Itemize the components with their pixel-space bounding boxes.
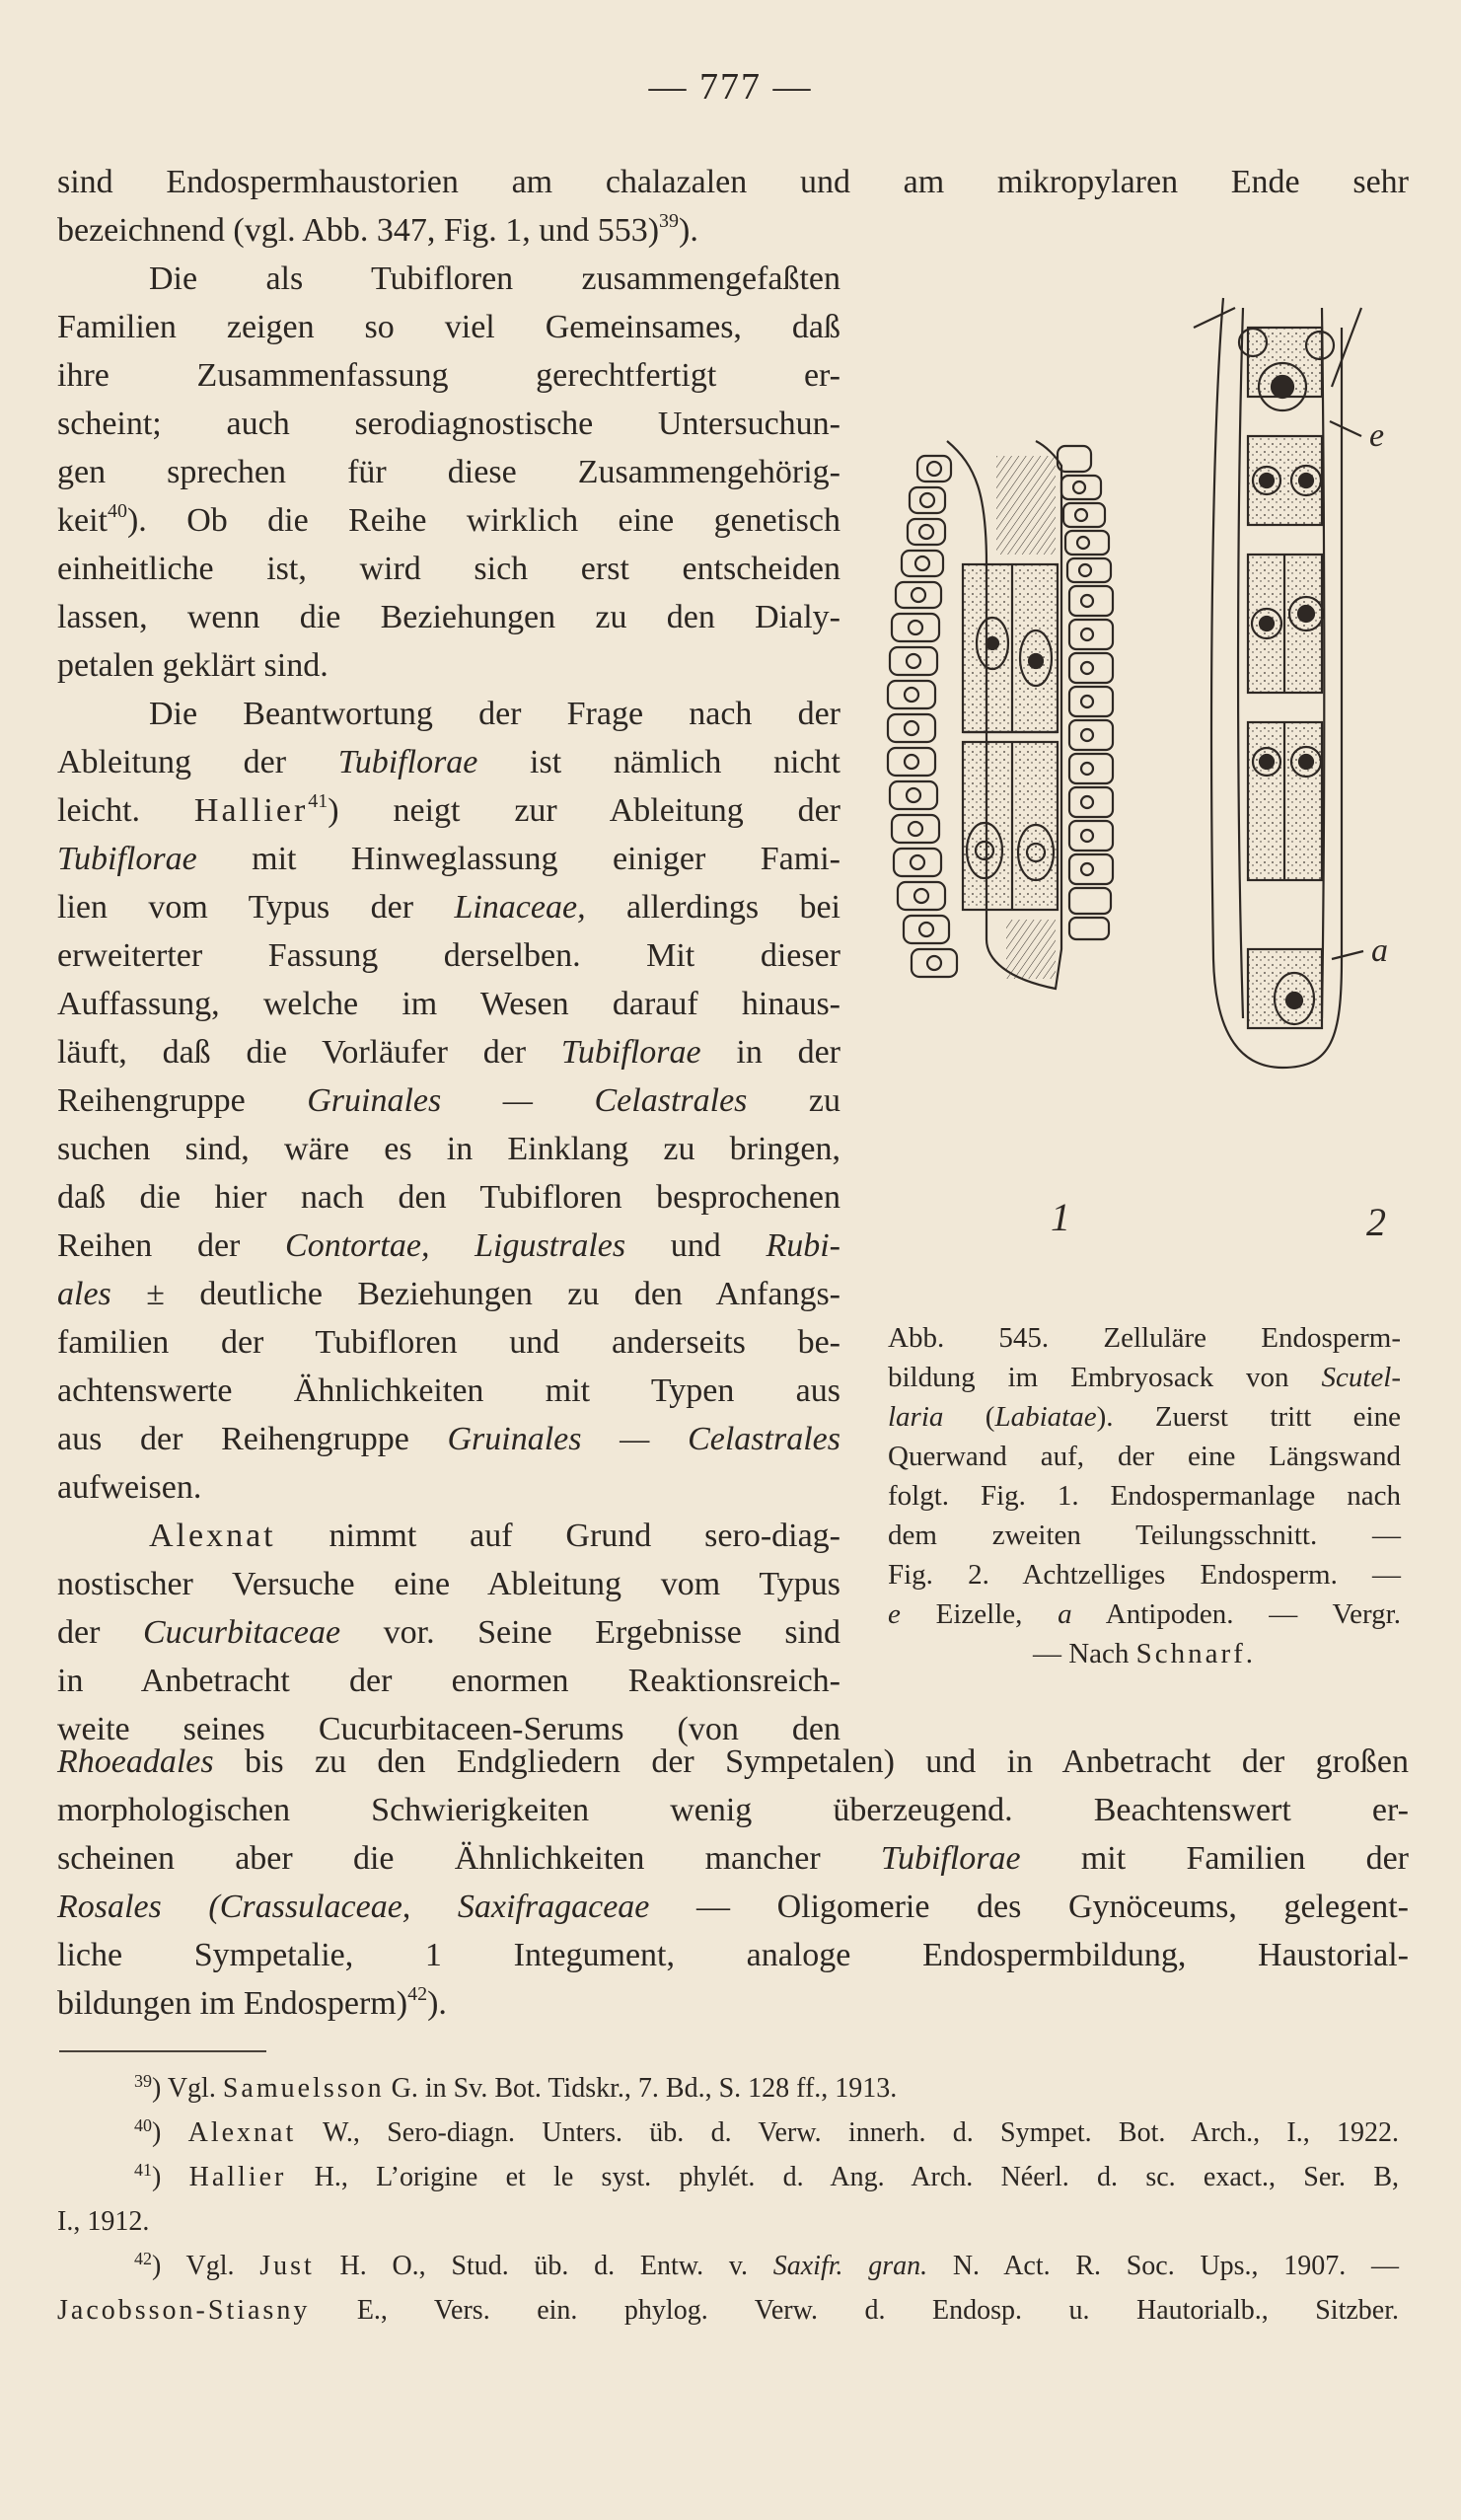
text-line: Reihengruppe Gruinales — Celastrales zu (57, 1082, 840, 1119)
footnote-39: $^{39}$) Vgl. Samuelsson G. in Sv. Bot. Tidskr., 7. Bd., S. 128 ff., 1913. (134, 2071, 898, 2104)
figure-545 (868, 268, 1421, 1314)
text-line: scheinen aber die Ähnlichkeiten mancher Tubiflorae mit Familien der (57, 1840, 1409, 1877)
text-line: Rhoeadales bis zu den Endgliedern der Sympetalen) und in Anbetracht der großen (57, 1743, 1409, 1780)
text-line: liche Sympetalie, 1 Integument, analoge Endospermbildung, Haustorial- (57, 1937, 1409, 1973)
caption-line: — Nach Schnarf. (1032, 1638, 1257, 1669)
footnote-ref: 39 (659, 210, 680, 232)
text-line: lassen, wenn die Beziehungen zu den Dialy- (57, 599, 840, 635)
footnote-ref: 42 (407, 1983, 428, 2005)
text-line: Die als Tubifloren zusammengefaßten (149, 260, 840, 297)
label-antipoden: a (1371, 932, 1388, 969)
integument-cells-right (1058, 446, 1113, 939)
text-line: Auffassung, welche im Wesen darauf hinaus- (57, 986, 840, 1022)
text-line: suchen sind, wäre es in Einklang zu bringen, (57, 1131, 840, 1167)
text-line: ihre Zusammenfassung gerechtfertigt er- (57, 357, 840, 394)
text-line: gen sprechen für diese Zusammengehörig- (57, 454, 840, 490)
intro-paragraph (57, 158, 1409, 255)
figure-label-1: 1 (1051, 1195, 1070, 1239)
footnote-41-cont: I., 1912. (57, 2206, 150, 2237)
label-eizelle: e (1369, 417, 1385, 454)
caption-line: laria (Labiatae). Zuerst tritt eine (888, 1401, 1401, 1433)
text-line: einheitliche ist, wird sich erst entscheiden (57, 551, 840, 587)
footnote-41: $^{41}$) Hallier H., L’origine et le syst. phylét. d. Ang. Arch. Néerl. d. sc. exact., Ser. B, (134, 2160, 1399, 2192)
footnotes (57, 2066, 1399, 2333)
footnote-42-cont: Jacobsson-Stiasny E., Vers. ein. phylog. Verw. d. Endosp. u. Hautorialb., Sitzber. (57, 2295, 1399, 2326)
page-number: — 777 — (648, 66, 813, 108)
text-line: Ableitung der Tubiflorae ist nämlich nicht (57, 744, 840, 780)
figure-caption (888, 1318, 1401, 1673)
caption-line: Querwand auf, der eine Längswand (888, 1441, 1401, 1472)
text-line: keit$^{40}$). Ob die Reihe wirklich eine genetisch (57, 500, 840, 539)
text-line: Familien zeigen so viel Gemeinsames, daß (57, 309, 840, 345)
text-line: lien vom Typus der Linaceae, allerdings bei (57, 889, 840, 926)
text-line: läuft, daß die Vorläufer der Tubiflorae in der (57, 1034, 841, 1071)
text-line: aus der Reihengruppe Gruinales — Celastrales (57, 1421, 840, 1457)
text-line: Alexnat nimmt auf Grund sero-diag- (149, 1518, 840, 1554)
footnote-42: $^{42}$) Vgl. Just H. O., Stud. üb. d. Entw. v. Saxifr. gran. N. Act. R. Soc. Ups., 1907. — (134, 2249, 1399, 2281)
text-line: morphologischen Schwierigkeiten wenig überzeugend. Beachtenswert er- (57, 1792, 1409, 1828)
caption-line: e Eizelle, a Antipoden. — Vergr. (888, 1598, 1401, 1630)
text-line: Tubiflorae mit Hinweglassung einiger Fami- (57, 841, 840, 877)
text-line: erweiterter Fassung derselben. Mit dieser (57, 937, 840, 974)
continuation-paragraph (57, 1738, 1409, 2028)
embryo-sac-fig2 (1194, 298, 1363, 1068)
footnote-ref: 40 (107, 500, 127, 522)
caption-line: bildung im Embryosack von Scutel- (888, 1362, 1401, 1393)
text-line: der Cucurbitaceae vor. Seine Ergebnisse sind (57, 1614, 840, 1651)
text-line: achtenswerte Ähnlichkeiten mit Typen aus (57, 1372, 840, 1409)
caption-line: Abb. 545. Zelluläre Endosperm- (888, 1322, 1401, 1354)
text-line: bildungen im Endosperm)$^{42}$). (57, 1983, 447, 2022)
text-line: petalen geklärt sind. (57, 647, 329, 684)
text-line: weite seines Cucurbitaceen-Serums (von den (57, 1711, 840, 1747)
text-line: in Anbetracht der enormen Reaktionsreich- (57, 1663, 840, 1699)
text-line: daß die hier nach den Tubifloren besprochenen (57, 1179, 840, 1216)
text-line: aufweisen. (57, 1469, 202, 1506)
caption-line: folgt. Fig. 1. Endospermanlage nach (888, 1480, 1401, 1512)
text-line: ales ± deutliche Beziehungen zu den Anfangs- (57, 1276, 840, 1312)
caption-line: Fig. 2. Achtzelliges Endosperm. — (888, 1559, 1401, 1591)
footnote-40: $^{40}$) Alexnat W., Sero-diagn. Unters. üb. d. Verw. innerh. d. Sympet. Bot. Arch., I., 1922. (134, 2115, 1399, 2148)
text-line: nostischer Versuche eine Ableitung vom Typus (57, 1566, 840, 1602)
text-line: familien der Tubifloren und anderseits be- (57, 1324, 840, 1361)
text-line: Die Beantwortung der Frage nach der (149, 696, 840, 732)
integument-cells-left (888, 456, 957, 977)
caption-line: dem zweiten Teilungsschnitt. — (888, 1519, 1401, 1551)
text-line: bezeichnend (vgl. Abb. 347, Fig. 1, und 553)$^{39}$). (57, 210, 698, 249)
text-line: Reihen der Contortae, Ligustrales und Rubi- (57, 1227, 841, 1264)
text-line: Rosales (Crassulaceae, Saxifragaceae — Oligomerie des Gynöceums, gelegent- (57, 1889, 1409, 1925)
figure-label-2: 2 (1366, 1200, 1386, 1244)
text-line: scheint; auch serodiagnostische Untersuchun- (57, 406, 840, 442)
footnote-separator (59, 2050, 266, 2052)
text-line: sind Endospermhaustorien am chalazalen und am mikropylaren Ende sehr (57, 164, 1409, 200)
embryo-sac-fig1 (947, 441, 1061, 989)
endosperm-illustration (868, 268, 1421, 1314)
text-line: leicht. Hallier$^{41}$) neigt zur Ableitung der (57, 790, 840, 829)
left-column (57, 255, 840, 1753)
footnote-ref: 41 (308, 790, 329, 812)
